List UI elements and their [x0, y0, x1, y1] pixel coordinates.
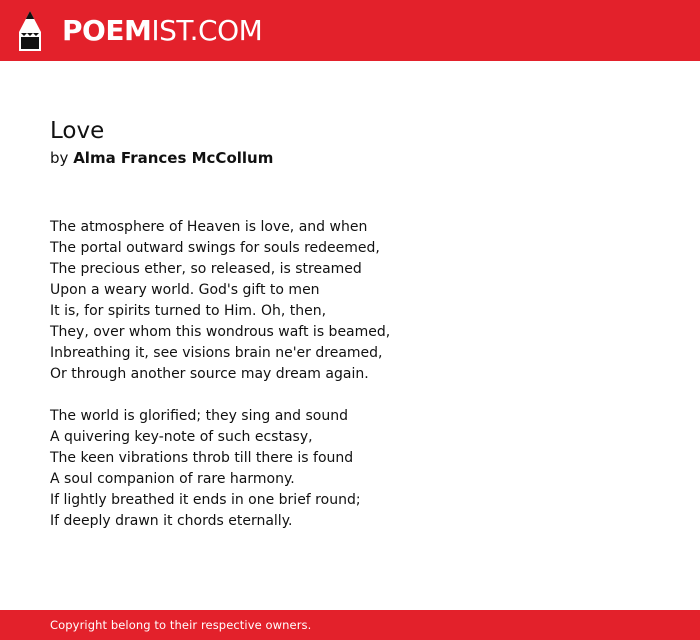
poem-title: Love [50, 118, 105, 144]
poem-line: The portal outward swings for souls redeemed, [50, 240, 380, 256]
poem-stanza [50, 406, 670, 532]
logo-light-part: IST.COM [151, 13, 263, 47]
logo-bold-part: POEM [62, 13, 152, 47]
poem-line: They, over whom this wondrous waft is beamed, [50, 324, 391, 340]
poem-line: The atmosphere of Heaven is love, and when [50, 219, 368, 235]
site-logo-link[interactable] [18, 10, 262, 52]
site-footer [0, 610, 700, 640]
poem-line: The precious ether, so released, is streamed [50, 261, 362, 277]
site-logo-text [62, 13, 263, 47]
poem-line: A soul companion of rare harmony. [50, 471, 295, 487]
poem-line: A quivering key-note of such ecstasy, [50, 429, 313, 445]
poem-stanza [50, 217, 670, 385]
byline-label: by [50, 149, 69, 167]
poem-author: Alma Frances McCollum [73, 149, 274, 167]
poem-byline [50, 147, 670, 169]
poem-content [50, 116, 670, 553]
pencil-tip-icon [18, 10, 42, 52]
poem-line: It is, for spirits turned to Him. Oh, then, [50, 303, 327, 319]
poem-line: Inbreathing it, see visions brain ne'er dreamed, [50, 345, 383, 361]
site-header [0, 0, 700, 61]
copyright-notice: Copyright belong to their respective owners. [50, 618, 312, 632]
poem-line: The keen vibrations throb till there is found [50, 450, 354, 466]
poem-line: The world is glorified; they sing and sound [50, 408, 348, 424]
poem-line: If lightly breathed it ends in one brief round; [50, 492, 361, 508]
poem-line: Upon a weary world. God's gift to men [50, 282, 320, 298]
poem-body [50, 217, 670, 532]
poem-line: Or through another source may dream again. [50, 366, 369, 382]
poem-line: If deeply drawn it chords eternally. [50, 513, 293, 529]
